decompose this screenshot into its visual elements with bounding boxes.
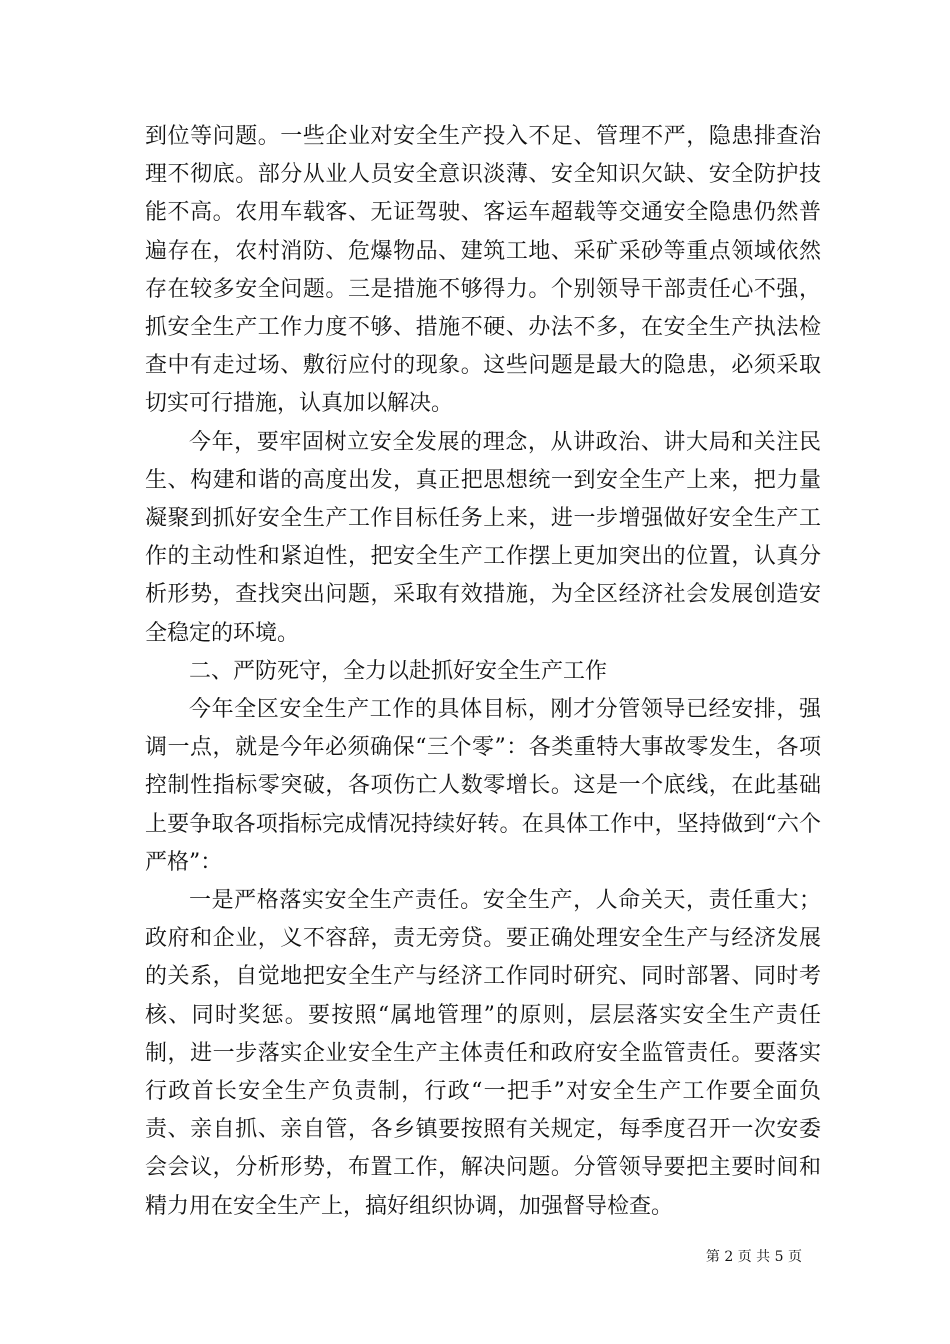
paragraph-1: 到位等问题。一些企业对安全生产投入不足、管理不严，隐患排查治理不彻底。部分从业人员安全意识淡薄、安全知识欠缺、安全防护技能不高。农用车载客、无证驾驶、客运车超载等交通安全隐患仍然普遍存在，农村消防、危爆物品、建筑工地、采矿采砂等重点领域依然存在较多安全问题。三是措施不够得力。个别领导干部责任心不强，抓安全生产工作力度不够、措施不硬、办法不多，在安全生产执法检查中有走过场、敷衍应付的现象。这些问题是最大的隐患，必须采取切实可行措施，认真加以解决。 [145,124,821,417]
page-number-footer: 第 2 页 共 5 页 [705,1249,802,1265]
paragraph-2: 今年，要牢固树立安全发展的理念，从讲政治、讲大局和关注民生、构建和谐的高度出发，真正把思想统一到安全生产上来，把力量凝聚到抓好安全生产工作目标任务上来，进一步增强做好安全生产工作的主动性和紧迫性，把安全生产工作摆上更加突出的位置，认真分析形势，查找突出问题，采取有效措施，为全区经济社会发展创造安全稳定的环境。 [145,429,821,646]
document-body [145,118,821,1226]
paragraph-4: 一是严格落实安全生产责任。安全生产，人命关天，责任重大；政府和企业，义不容辞，责无旁贷。要正确处理安全生产与经济发展的关系，自觉地把安全生产与经济工作同时研究、同时部署、同时考核、同时奖惩。要按照“属地管理”的原则，层层落实安全生产责任制，进一步落实企业安全生产主体责任和政府安全监管责任。要落实行政首长安全生产负责制，行政“一把手”对安全生产工作要全面负责、亲自抓、亲自管，各乡镇要按照有关规定，每季度召开一次安委会会议，分析形势，布置工作，解决问题。分管领导要把主要时间和精力用在安全生产上，搞好组织协调，加强督导检查。 [145,888,821,1219]
section-heading: 二、严防死守，全力以赴抓好安全生产工作 [189,658,608,684]
paragraph-3: 今年全区安全生产工作的具体目标，刚才分管领导已经安排，强调一点，就是今年必须确保“三个零”：各类重特大事故零发生，各项控制性指标零突破，各项伤亡人数零增长。这是一个底线，在此基础上要争取各项指标完成情况持续好转。在具体工作中，坚持做到“六个严格”： [145,697,821,875]
